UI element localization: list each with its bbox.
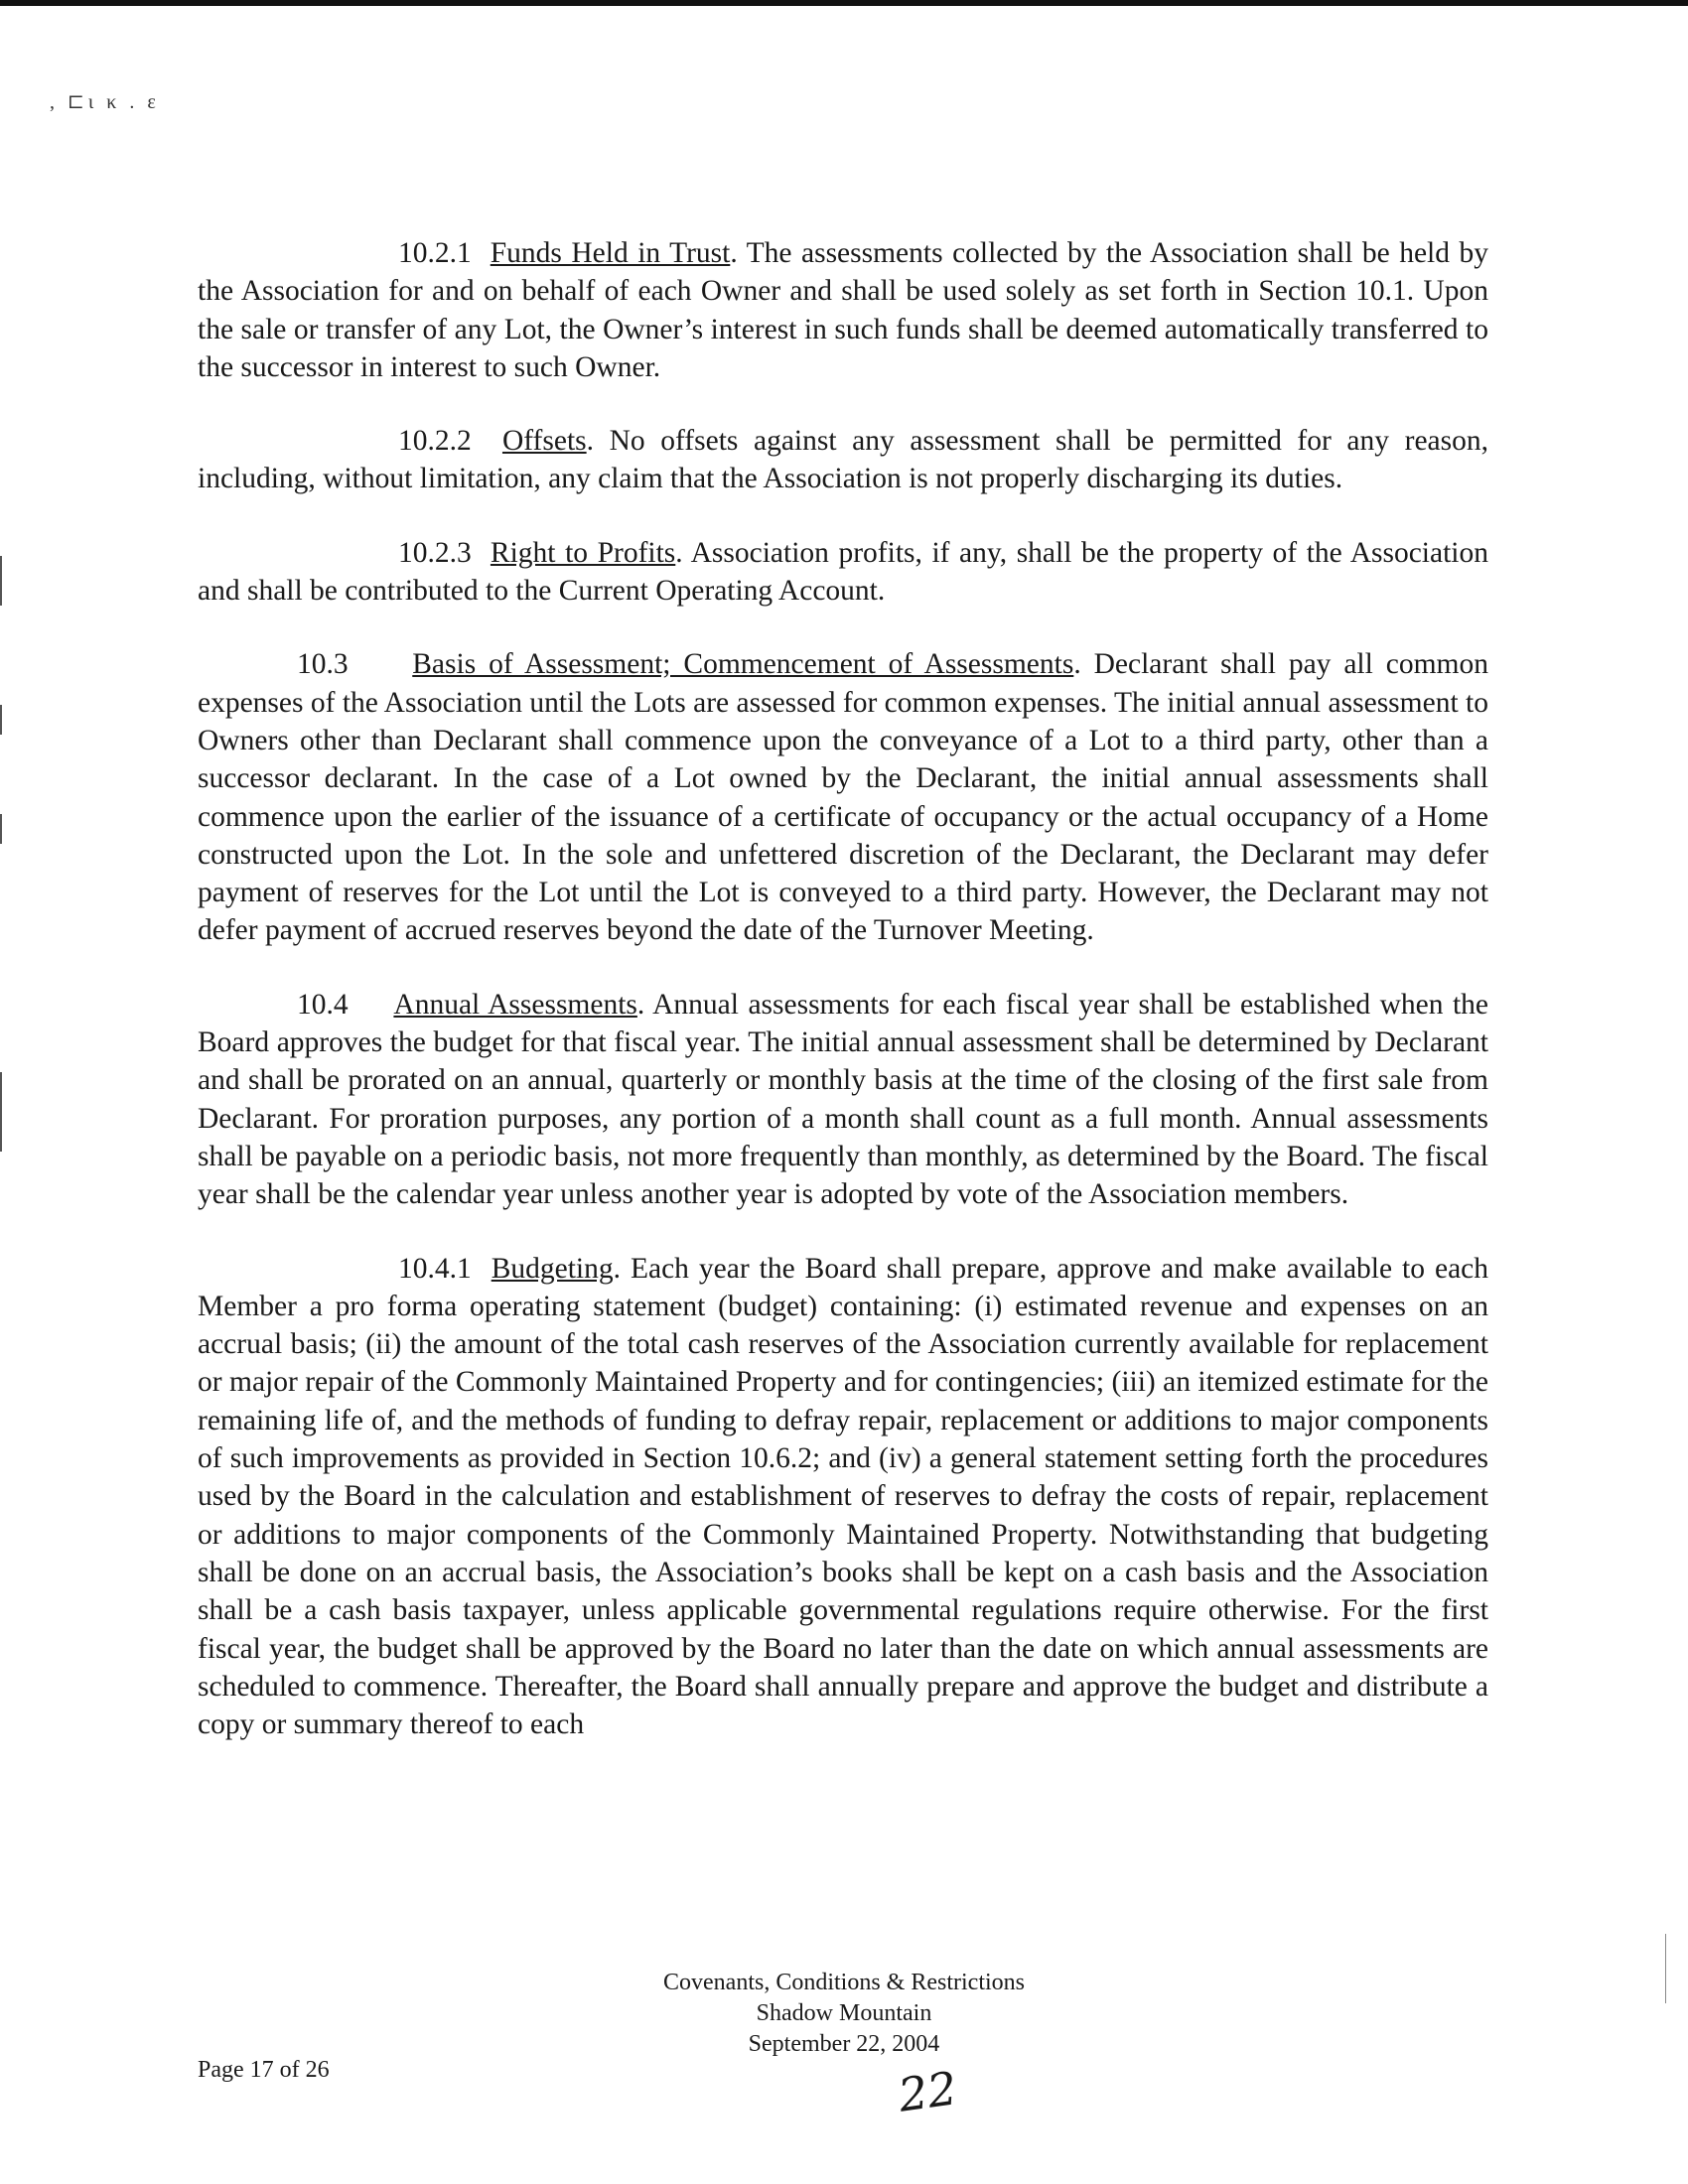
section-text: . The assessments collected by the Association shall be held by the Association for and on behalf of each Owner and shall be used solely as set forth in Section 10.1. Upon the sale or transfer of any Lot, the Owner’s interest in such funds shall be deemed automatically transferred to the successor in interest to such Owner. [198, 237, 1488, 383]
section-heading: Annual Assessments [393, 988, 637, 1021]
handwritten-page-number: 22 [895, 2061, 961, 2122]
section-number: 10.2.3 [398, 536, 472, 569]
section-heading: Right to Profits [490, 536, 676, 569]
section-number: 10.2.1 [398, 237, 472, 269]
scan-edge-mark [0, 1072, 2, 1152]
section-number: 10.3 [297, 648, 349, 681]
section-heading: Funds Held in Trust [490, 237, 731, 269]
section-10-2-2 [198, 422, 1488, 498]
section-text: . Association profits, if any, shall be the property of the Association and shall be contributed to the Current Operating Account. [198, 536, 1488, 608]
section-10-3 [198, 645, 1488, 949]
section-text: . Each year the Board shall prepare, approve and make available to each Member a pro forma operating statement (budget) containing: (i) estimated revenue and expenses on an accrual basis; (ii) the amount of the total cash reserves of the Association currently available for replacement or major repair of the Commonly Maintained Property and for contingencies; (iii) an itemized estimate for the remaining life of, and the methods of funding to defray repair, replacement or additions to major components of such improvements as provided in Section 10.6.2; and (iv) a general statement setting forth the procedures used by the Board in the calculation and establishment of reserves to defray the costs of repair, replacement or additions to major components of the Commonly Maintained Property. Notwithstanding that budgeting shall be done on an accrual basis, the Association’s books shall be kept on a cash basis and the Association shall be a cash basis taxpayer, unless applicable governmental regulations require otherwise. For the first fiscal year, the budget shall be approved by the Board no later than the date on which annual assessments are scheduled to commence. Thereafter, the Board shall annually prepare and approve the budget and distribute a copy or summary thereof to each [198, 1252, 1489, 1741]
scan-edge-mark [0, 556, 2, 606]
section-number: 10.4 [297, 988, 349, 1021]
scan-edge-mark [0, 814, 2, 844]
footer-title: Covenants, Conditions & Restrictions [663, 1970, 1025, 1995]
page-number: Page 17 of 26 [198, 2057, 330, 2083]
section-text: . Declarant shall pay all common expenses of the Association until the Lots are assessed for common expenses. The initial annual assessment to Owners other than Declarant shall commence upon the conveyance of a Lot to a third party, other than a successor declarant. In the case of a Lot owned by the Declarant, the initial annual assessments shall commence upon the earlier of the issuance of a certificate of occupancy or the actual occupancy of a Home constructed upon the Lot. In the sole and unfettered discretion of the Declarant, the Declarant may defer payment of reserves for the Lot until the Lot is conveyed to a third party. However, the Declarant may not defer payment of accrued reserves beyond the date of the Turnover Meeting. [198, 648, 1488, 947]
section-heading: Offsets [501, 425, 587, 458]
section-number: 10.4.1 [398, 1252, 472, 1285]
section-heading: Budgeting [491, 1252, 614, 1285]
scan-edge-mark [0, 705, 2, 735]
footer-project: Shadow Mountain [756, 2000, 932, 2026]
section-10-2-3 [198, 534, 1488, 611]
section-text: . No offsets against any assessment shall be permitted for any reason, including, without limitation, any claim that the Association is not properly discharging its duties. [198, 425, 1488, 495]
document-body [198, 234, 1488, 1779]
section-10-4-1 [198, 1250, 1488, 1744]
footer-date: September 22, 2004 [748, 2031, 940, 2057]
scan-top-border [0, 0, 1688, 6]
document-footer [0, 1968, 1688, 2060]
section-10-4 [198, 986, 1488, 1214]
section-heading: Basis of Assessment; Commencement of Assessments [412, 648, 1074, 681]
section-text: . Annual assessments for each fiscal year shall be established when the Board approves the budget for that fiscal year. The initial annual assessment shall be determined by Declarant and shall be prorated on an annual, quarterly or monthly basis at the time of the closing of the first sale from Declarant. For proration purposes, any portion of a month shall count as a full month. Annual assessments shall be payable on a periodic basis, not more frequently than monthly, as determined by the Board. The fiscal year shall be the calendar year unless another year is adopted by vote of the Association members. [198, 988, 1489, 1211]
section-10-2-1 [198, 234, 1488, 386]
section-number: 10.2.2 [398, 425, 472, 458]
scan-mark: , ⊏ι κ . ε [50, 91, 160, 113]
